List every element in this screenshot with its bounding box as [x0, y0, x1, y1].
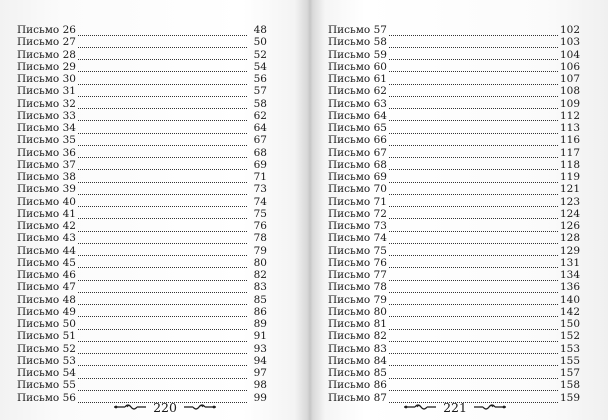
toc-entry [328, 208, 580, 220]
toc-entry [17, 73, 267, 85]
toc-entry-label: Письмо 35 [17, 134, 76, 147]
dot-leader [78, 174, 247, 183]
toc-entry [17, 281, 267, 293]
toc-entry [328, 49, 580, 61]
dot-leader [389, 272, 558, 281]
page-footer-right [350, 398, 560, 416]
dot-leader [78, 235, 247, 244]
toc-entry [17, 379, 267, 391]
toc-entry [17, 318, 267, 330]
toc-entry [328, 330, 580, 342]
toc-entry-label: Письмо 75 [328, 244, 387, 257]
dot-leader [389, 370, 558, 379]
dot-leader [78, 345, 247, 354]
toc-entry [328, 134, 580, 146]
toc-entry [17, 355, 267, 367]
toc-entry-page: 97 [253, 367, 267, 379]
dot-leader [389, 223, 558, 232]
toc-entry-page: 107 [559, 73, 580, 85]
dot-leader [78, 272, 247, 281]
toc-entry-label: Письмо 52 [17, 342, 76, 355]
toc-entry [17, 171, 267, 183]
toc-entry-page: 94 [253, 354, 267, 367]
toc-entry-label: Письмо 81 [328, 318, 387, 330]
toc-entry [17, 85, 267, 97]
scroll-flourish-icon [403, 402, 437, 412]
toc-entry [17, 134, 267, 146]
toc-entry-page: 129 [559, 244, 580, 257]
toc-entry-page: 116 [559, 134, 580, 147]
toc-entry-label: Письмо 69 [328, 171, 387, 183]
dot-leader [389, 321, 558, 330]
toc-entry-label: Письмо 54 [17, 367, 76, 379]
toc-entry-label: Письмо 51 [17, 330, 76, 343]
toc-entry [17, 269, 267, 281]
toc-entry [17, 36, 267, 48]
dot-leader [78, 210, 247, 219]
toc-entry-page: 50 [253, 36, 267, 49]
toc-entry [328, 24, 580, 36]
toc-entry [17, 196, 267, 208]
toc-entry-page: 142 [559, 305, 580, 318]
dot-leader [78, 63, 247, 72]
dot-leader [78, 39, 247, 48]
dot-leader [78, 27, 247, 36]
dot-leader [389, 198, 558, 207]
toc-entry-page: 57 [253, 85, 267, 98]
dot-leader [78, 321, 247, 330]
toc-entry [17, 306, 267, 318]
toc-entry-label: Письмо 84 [328, 354, 387, 367]
dot-leader [389, 284, 558, 293]
toc-entry-label: Письмо 67 [328, 146, 387, 159]
toc-entry [328, 36, 580, 48]
dot-leader [389, 235, 558, 244]
toc-entry [328, 159, 580, 171]
toc-entry [328, 379, 580, 391]
toc-entry-page: 56 [253, 73, 267, 85]
toc-entry-label: Письмо 33 [17, 109, 76, 122]
toc-entry-label: Письмо 49 [17, 305, 76, 318]
left-page [0, 0, 300, 420]
toc-entry-page: 102 [559, 24, 580, 36]
dot-leader [78, 88, 247, 97]
toc-entry [328, 269, 580, 281]
toc-entry-page: 109 [559, 97, 580, 110]
toc-list-right [328, 24, 580, 404]
page-number-right: 221 [443, 399, 467, 415]
toc-entry-page: 74 [253, 195, 267, 208]
toc-entry-page: 67 [253, 134, 267, 147]
toc-entry-label: Письмо 32 [17, 97, 76, 110]
toc-entry [17, 220, 267, 232]
toc-entry-label: Письмо 62 [328, 85, 387, 98]
toc-entry-page: 119 [559, 171, 580, 183]
toc-entry [328, 318, 580, 330]
dot-leader [389, 88, 558, 97]
toc-entry-label: Письмо 64 [328, 109, 387, 122]
toc-entry [328, 245, 580, 257]
scroll-flourish-icon [113, 402, 147, 412]
toc-entry [17, 183, 267, 195]
toc-entry-label: Письмо 30 [17, 73, 76, 85]
toc-entry-label: Письмо 42 [17, 220, 76, 232]
dot-leader [78, 76, 247, 85]
dot-leader [389, 63, 558, 72]
toc-entry [328, 73, 580, 85]
toc-entry-page: 126 [559, 220, 580, 232]
dot-leader [78, 247, 247, 256]
scroll-flourish-icon [473, 402, 507, 412]
toc-entry-label: Письмо 50 [17, 318, 76, 330]
toc-entry-page: 131 [559, 256, 580, 269]
dot-leader [389, 76, 558, 85]
toc-entry-label: Письмо 71 [328, 195, 387, 208]
toc-entry [328, 122, 580, 134]
dot-leader [389, 161, 558, 170]
toc-entry-label: Письмо 63 [328, 97, 387, 110]
toc-entry-page: 62 [253, 109, 267, 122]
dot-leader [389, 357, 558, 366]
toc-entry [17, 208, 267, 220]
toc-entry-label: Письмо 55 [17, 379, 76, 392]
toc-entry-page: 104 [559, 48, 580, 61]
toc-entry-label: Письмо 61 [328, 73, 387, 85]
page-footer-left [60, 398, 270, 416]
toc-entry-label: Письмо 43 [17, 232, 76, 245]
toc-entry [328, 85, 580, 97]
toc-entry-page: 152 [559, 330, 580, 343]
dot-leader [78, 137, 247, 146]
toc-entry [328, 294, 580, 306]
toc-entry-page: 134 [559, 269, 580, 281]
dot-leader [78, 112, 247, 121]
toc-entry-page: 80 [253, 256, 267, 269]
toc-entry-label: Письмо 73 [328, 220, 387, 232]
toc-entry-label: Письмо 53 [17, 354, 76, 367]
toc-entry-page: 108 [559, 85, 580, 98]
toc-entry [328, 257, 580, 269]
dot-leader [78, 51, 247, 60]
toc-entry-label: Письмо 70 [328, 183, 387, 196]
toc-entry-page: 93 [253, 342, 267, 355]
toc-entry-page: 140 [559, 293, 580, 306]
toc-entry-page: 86 [253, 305, 267, 318]
toc-entry-label: Письмо 78 [328, 281, 387, 294]
toc-entry [17, 24, 267, 36]
toc-list-left [17, 24, 267, 404]
toc-entry-label: Письмо 45 [17, 256, 76, 269]
toc-entry-label: Письмо 60 [328, 60, 387, 73]
toc-entry-page: 150 [559, 318, 580, 330]
dot-leader [78, 382, 247, 391]
toc-entry-label: Письмо 59 [328, 48, 387, 61]
dot-leader [389, 382, 558, 391]
toc-entry-page: 153 [559, 342, 580, 355]
toc-entry-page: 91 [253, 330, 267, 343]
scroll-flourish-icon [183, 402, 217, 412]
toc-entry-page: 54 [253, 60, 267, 73]
dot-leader [78, 357, 247, 366]
toc-entry-label: Письмо 37 [17, 158, 76, 171]
toc-entry-label: Письмо 28 [17, 48, 76, 61]
toc-entry-label: Письмо 82 [328, 330, 387, 343]
toc-entry [17, 122, 267, 134]
toc-entry [17, 98, 267, 110]
toc-entry-page: 71 [253, 171, 267, 183]
toc-entry [328, 147, 580, 159]
toc-entry-page: 121 [559, 183, 580, 196]
toc-entry-label: Письмо 87 [328, 391, 387, 404]
toc-entry [328, 171, 580, 183]
toc-entry-label: Письмо 58 [328, 36, 387, 49]
dot-leader [389, 333, 558, 342]
dot-leader [389, 296, 558, 305]
toc-entry-page: 112 [559, 109, 580, 122]
toc-entry-label: Письмо 44 [17, 244, 76, 257]
toc-entry [17, 245, 267, 257]
dot-leader [389, 39, 558, 48]
toc-entry-page: 157 [559, 367, 580, 379]
toc-entry-page: 124 [559, 207, 580, 220]
toc-entry [328, 343, 580, 355]
toc-entry-label: Письмо 57 [328, 24, 387, 36]
dot-leader [389, 149, 558, 158]
dot-leader [389, 345, 558, 354]
toc-entry-label: Письмо 40 [17, 195, 76, 208]
dot-leader [78, 149, 247, 158]
toc-entry-label: Письмо 68 [328, 158, 387, 171]
dot-leader [78, 161, 247, 170]
toc-entry-label: Письмо 79 [328, 293, 387, 306]
toc-entry-page: 73 [253, 183, 267, 196]
toc-entry-label: Письмо 46 [17, 269, 76, 281]
toc-entry-page: 78 [253, 232, 267, 245]
dot-leader [389, 174, 558, 183]
toc-entry [328, 196, 580, 208]
toc-entry-page: 69 [253, 158, 267, 171]
dot-leader [389, 51, 558, 60]
toc-entry-page: 118 [559, 158, 580, 171]
dot-leader [78, 125, 247, 134]
toc-entry [328, 367, 580, 379]
toc-entry-label: Письмо 83 [328, 342, 387, 355]
toc-entry-page: 158 [559, 379, 580, 392]
toc-entry-label: Письмо 86 [328, 379, 387, 392]
toc-entry-label: Письмо 56 [17, 391, 76, 404]
toc-entry [328, 281, 580, 293]
dot-leader [389, 100, 558, 109]
toc-entry [17, 343, 267, 355]
toc-entry-page: 98 [253, 379, 267, 392]
dot-leader [78, 370, 247, 379]
toc-entry-label: Письмо 48 [17, 293, 76, 306]
dot-leader [78, 223, 247, 232]
dot-leader [389, 308, 558, 317]
toc-entry-label: Письмо 27 [17, 36, 76, 49]
toc-entry [17, 257, 267, 269]
toc-entry-page: 106 [559, 60, 580, 73]
toc-entry [328, 306, 580, 318]
toc-entry-page: 48 [253, 24, 267, 36]
toc-entry-page: 123 [559, 195, 580, 208]
toc-entry-label: Письмо 34 [17, 122, 76, 134]
toc-entry-page: 75 [253, 207, 267, 220]
dot-leader [78, 198, 247, 207]
toc-entry-label: Письмо 41 [17, 207, 76, 220]
toc-entry [17, 159, 267, 171]
toc-entry-page: 113 [559, 122, 580, 134]
toc-entry [328, 61, 580, 73]
toc-entry-page: 99 [253, 391, 267, 404]
dot-leader [78, 296, 247, 305]
dot-leader [78, 259, 247, 268]
toc-entry-label: Письмо 77 [328, 269, 387, 281]
toc-entry-label: Письмо 66 [328, 134, 387, 147]
toc-entry [17, 294, 267, 306]
dot-leader [389, 27, 558, 36]
dot-leader [389, 259, 558, 268]
toc-entry [17, 147, 267, 159]
toc-entry-label: Письмо 29 [17, 60, 76, 73]
right-page [310, 0, 608, 420]
toc-entry-page: 83 [253, 281, 267, 294]
toc-entry-page: 82 [253, 269, 267, 281]
toc-entry-page: 117 [559, 146, 580, 159]
toc-entry-label: Письмо 72 [328, 207, 387, 220]
toc-entry [17, 367, 267, 379]
dot-leader [389, 137, 558, 146]
toc-entry-page: 136 [559, 281, 580, 294]
page-number-left: 220 [153, 399, 177, 415]
toc-entry-label: Письмо 85 [328, 367, 387, 379]
toc-entry-page: 128 [559, 232, 580, 245]
toc-entry-label: Письмо 31 [17, 85, 76, 98]
toc-entry-page: 64 [253, 122, 267, 134]
toc-entry [328, 232, 580, 244]
toc-entry [328, 98, 580, 110]
toc-entry [17, 232, 267, 244]
dot-leader [78, 186, 247, 195]
toc-entry-page: 58 [253, 97, 267, 110]
dot-leader [389, 125, 558, 134]
toc-entry-label: Письмо 36 [17, 146, 76, 159]
toc-entry-page: 89 [253, 318, 267, 330]
toc-entry [17, 61, 267, 73]
toc-entry-label: Письмо 74 [328, 232, 387, 245]
toc-entry-page: 103 [559, 36, 580, 49]
toc-entry [17, 110, 267, 122]
toc-entry [328, 183, 580, 195]
toc-entry [17, 330, 267, 342]
toc-entry-label: Письмо 39 [17, 183, 76, 196]
dot-leader [78, 100, 247, 109]
toc-entry [328, 220, 580, 232]
dot-leader [389, 112, 558, 121]
toc-entry [328, 110, 580, 122]
dot-leader [78, 308, 247, 317]
toc-entry-page: 52 [253, 48, 267, 61]
toc-entry-page: 76 [253, 220, 267, 232]
toc-entry-label: Письмо 65 [328, 122, 387, 134]
toc-entry-label: Письмо 47 [17, 281, 76, 294]
toc-entry-page: 155 [559, 354, 580, 367]
toc-entry-label: Письмо 80 [328, 305, 387, 318]
toc-entry [328, 355, 580, 367]
dot-leader [78, 333, 247, 342]
dot-leader [389, 186, 558, 195]
dot-leader [389, 247, 558, 256]
dot-leader [389, 210, 558, 219]
toc-entry-label: Письмо 26 [17, 24, 76, 36]
toc-entry-label: Письмо 38 [17, 171, 76, 183]
toc-entry-label: Письмо 76 [328, 256, 387, 269]
toc-entry [17, 49, 267, 61]
toc-entry-page: 68 [253, 146, 267, 159]
toc-entry-page: 85 [253, 293, 267, 306]
toc-entry-page: 159 [559, 391, 580, 404]
dot-leader [78, 284, 247, 293]
toc-entry-page: 79 [253, 244, 267, 257]
